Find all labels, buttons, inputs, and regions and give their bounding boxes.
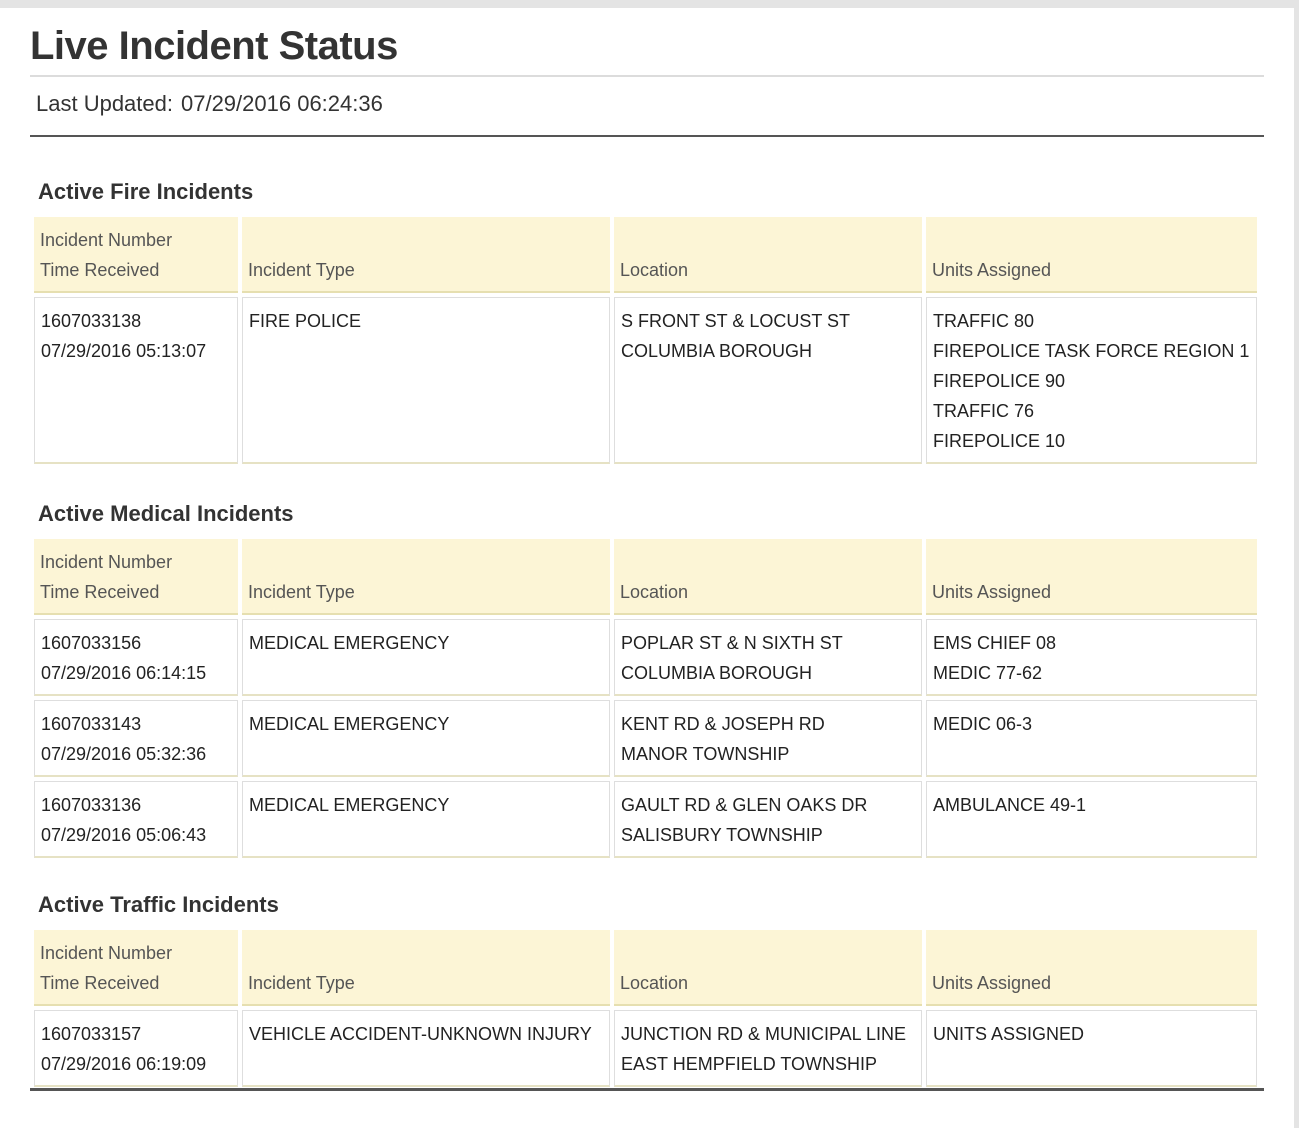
fire-section-title: Active Fire Incidents <box>38 179 254 204</box>
incident-number-cell: 1607033138 07/29/2016 05:13:07 <box>34 297 238 464</box>
incident-number-cell: 1607033156 07/29/2016 06:14:15 <box>34 619 238 696</box>
table-row <box>34 781 1257 858</box>
incident-type-cell: FIRE POLICE <box>242 297 610 464</box>
table-row <box>34 1010 1257 1087</box>
last-updated-label: Last Updated: <box>36 91 173 116</box>
medical-incidents-table <box>30 539 1261 858</box>
header-incident-number: Incident Number Time Received <box>34 930 238 1006</box>
header-location: Location <box>614 539 922 615</box>
units-cell: UNITS ASSIGNED <box>926 1010 1257 1087</box>
incident-number-cell: 1607033143 07/29/2016 05:32:36 <box>34 700 238 777</box>
fire-incidents-table <box>30 217 1261 464</box>
incident-content <box>30 135 1264 1091</box>
last-updated-value: 07/29/2016 06:24:36 <box>180 91 383 116</box>
header-units-assigned: Units Assigned <box>926 217 1257 293</box>
table-header-row <box>34 539 1257 615</box>
incident-type-cell: VEHICLE ACCIDENT-UNKNOWN INJURY <box>242 1010 610 1087</box>
header-units-assigned: Units Assigned <box>926 539 1257 615</box>
table-header-row <box>34 217 1257 293</box>
location-cell: POPLAR ST & N SIXTH ST COLUMBIA BOROUGH <box>614 619 922 696</box>
header-incident-number: Incident Number Time Received <box>34 539 238 615</box>
location-cell: JUNCTION RD & MUNICIPAL LINE EAST HEMPFIELD TOWNSHIP <box>614 1010 922 1087</box>
table-row <box>34 619 1257 696</box>
header-incident-type: Incident Type <box>242 539 610 615</box>
table-header-row <box>34 930 1257 1006</box>
incident-type-cell: MEDICAL EMERGENCY <box>242 619 610 696</box>
header-location: Location <box>614 217 922 293</box>
header-incident-number: Incident Number Time Received <box>34 217 238 293</box>
incident-type-cell: MEDICAL EMERGENCY <box>242 781 610 858</box>
units-cell: EMS CHIEF 08 MEDIC 77-62 <box>926 619 1257 696</box>
units-cell: AMBULANCE 49-1 <box>926 781 1257 858</box>
header-incident-type: Incident Type <box>242 217 610 293</box>
location-cell: S FRONT ST & LOCUST ST COLUMBIA BOROUGH <box>614 297 922 464</box>
table-row <box>34 297 1257 464</box>
page-title: Live Incident Status <box>30 24 1264 77</box>
traffic-incidents-table <box>30 930 1261 1087</box>
location-cell: GAULT RD & GLEN OAKS DR SALISBURY TOWNSHIP <box>614 781 922 858</box>
incident-type-cell: MEDICAL EMERGENCY <box>242 700 610 777</box>
incident-number-cell: 1607033136 07/29/2016 05:06:43 <box>34 781 238 858</box>
units-cell: MEDIC 06-3 <box>926 700 1257 777</box>
page-header <box>30 24 1264 117</box>
incident-number-cell: 1607033157 07/29/2016 06:19:09 <box>34 1010 238 1087</box>
header-units-assigned: Units Assigned <box>926 930 1257 1006</box>
location-cell: KENT RD & JOSEPH RD MANOR TOWNSHIP <box>614 700 922 777</box>
header-location: Location <box>614 930 922 1006</box>
traffic-section-title: Active Traffic Incidents <box>38 892 279 917</box>
last-updated <box>36 91 1264 117</box>
header-incident-type: Incident Type <box>242 930 610 1006</box>
medical-section-title: Active Medical Incidents <box>38 501 294 526</box>
units-cell: TRAFFIC 80 FIREPOLICE TASK FORCE REGION 1 FIREPOLICE 90 TRAFFIC 76 FIREPOLICE 10 <box>926 297 1257 464</box>
table-row <box>34 700 1257 777</box>
